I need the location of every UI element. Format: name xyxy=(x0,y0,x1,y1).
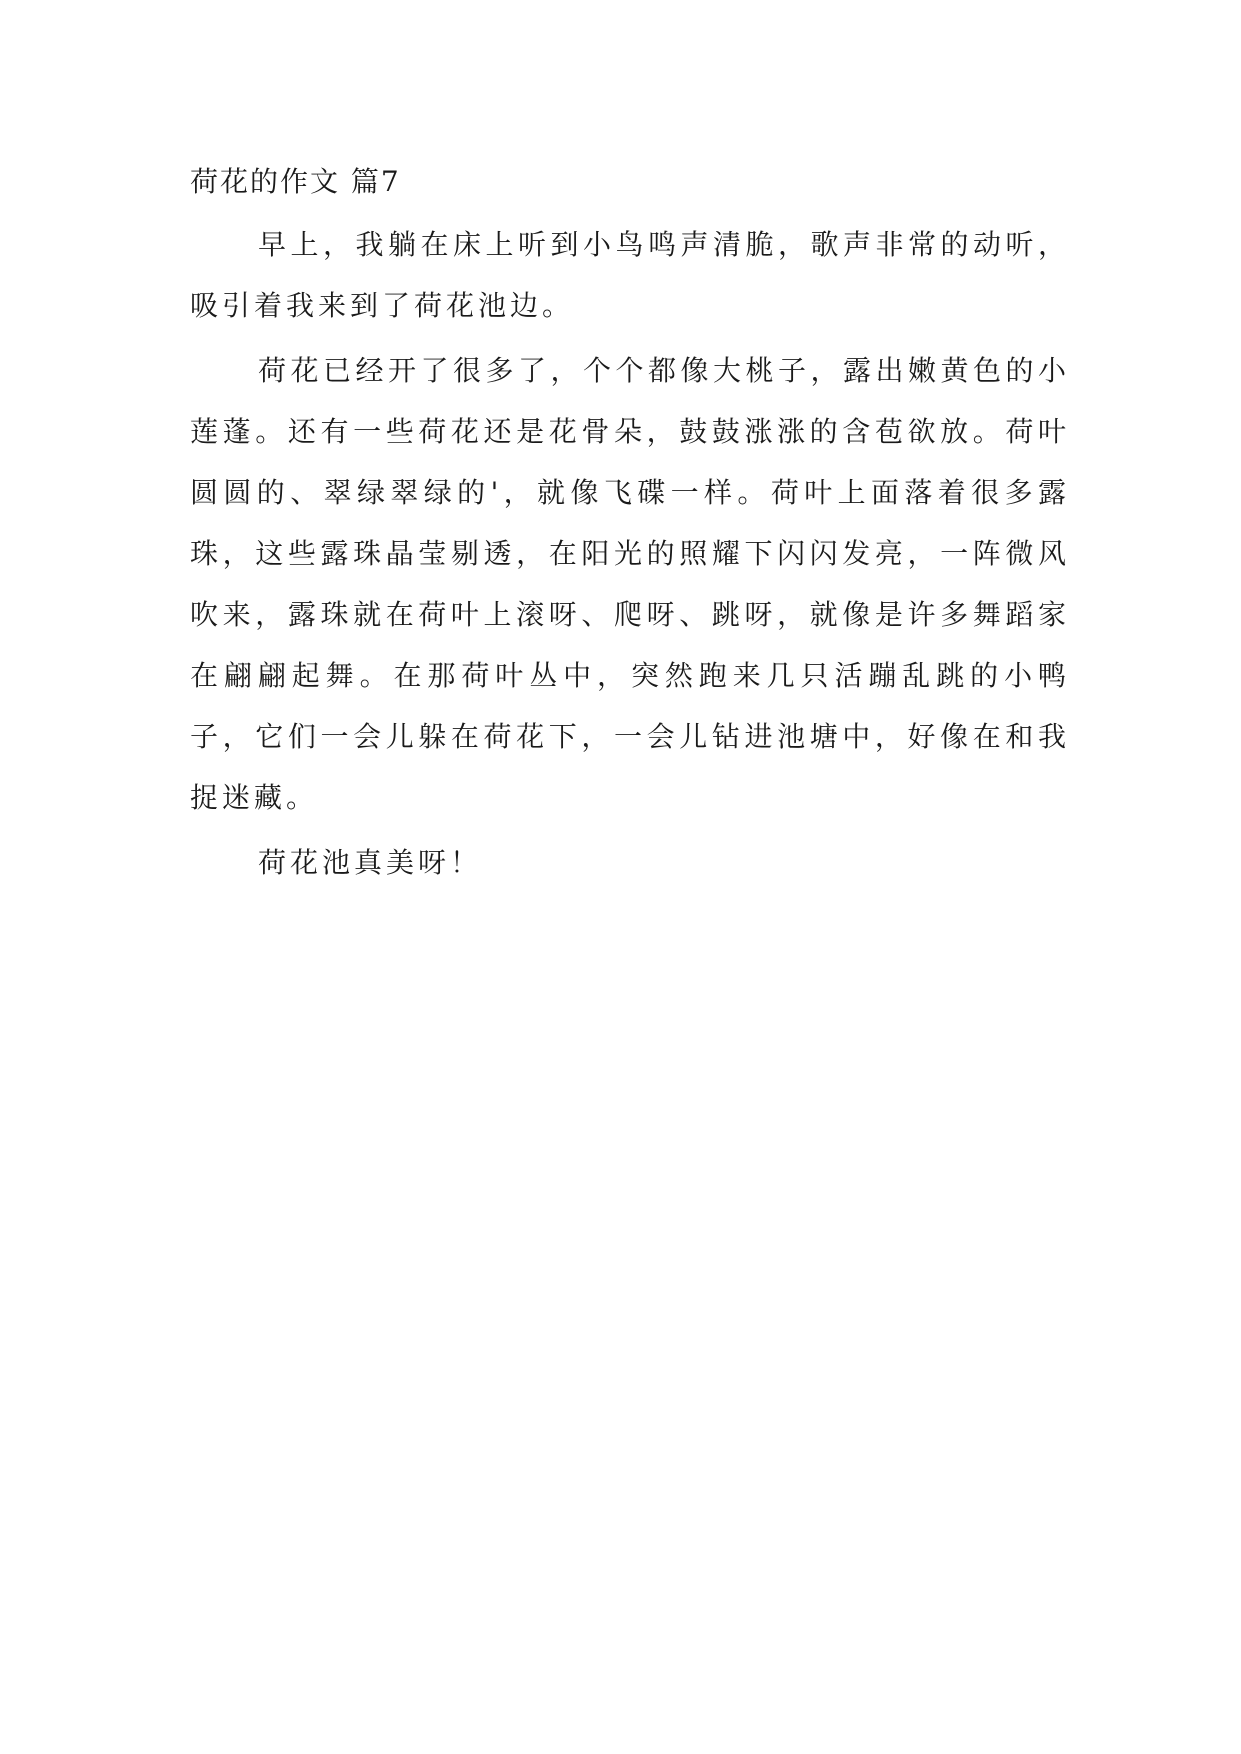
paragraph-1: 早上，我躺在床上听到小鸟鸣声清脆，歌声非常的动听，吸引着我来到了荷花池边。 xyxy=(190,228,1070,322)
essay-title: 荷花的作文 篇7 xyxy=(190,165,401,198)
paragraph-3: 荷花池真美呀！ xyxy=(258,846,483,879)
paragraph-2: 荷花已经开了很多了，个个都像大桃子，露出嫩黄色的小莲蓬。还有一些荷花还是花骨朵，鼓鼓涨涨的含苞欲放。荷叶圆圆的、翠绿翠绿的'，就像飞碟一样。荷叶上面落着很多露珠，这些露珠晶莹剔透，在阳光的照耀下闪闪发亮，一阵微风吹来，露珠就在荷叶上滚呀、爬呀、跳呀，就像是许多舞蹈家在翩翩起舞。在那荷叶丛中，突然跑来几只活蹦乱跳的小鸭子，它们一会儿躲在荷花下，一会儿钻进池塘中，好像在和我捉迷藏。 xyxy=(190,354,1070,814)
document-body xyxy=(190,162,1070,893)
